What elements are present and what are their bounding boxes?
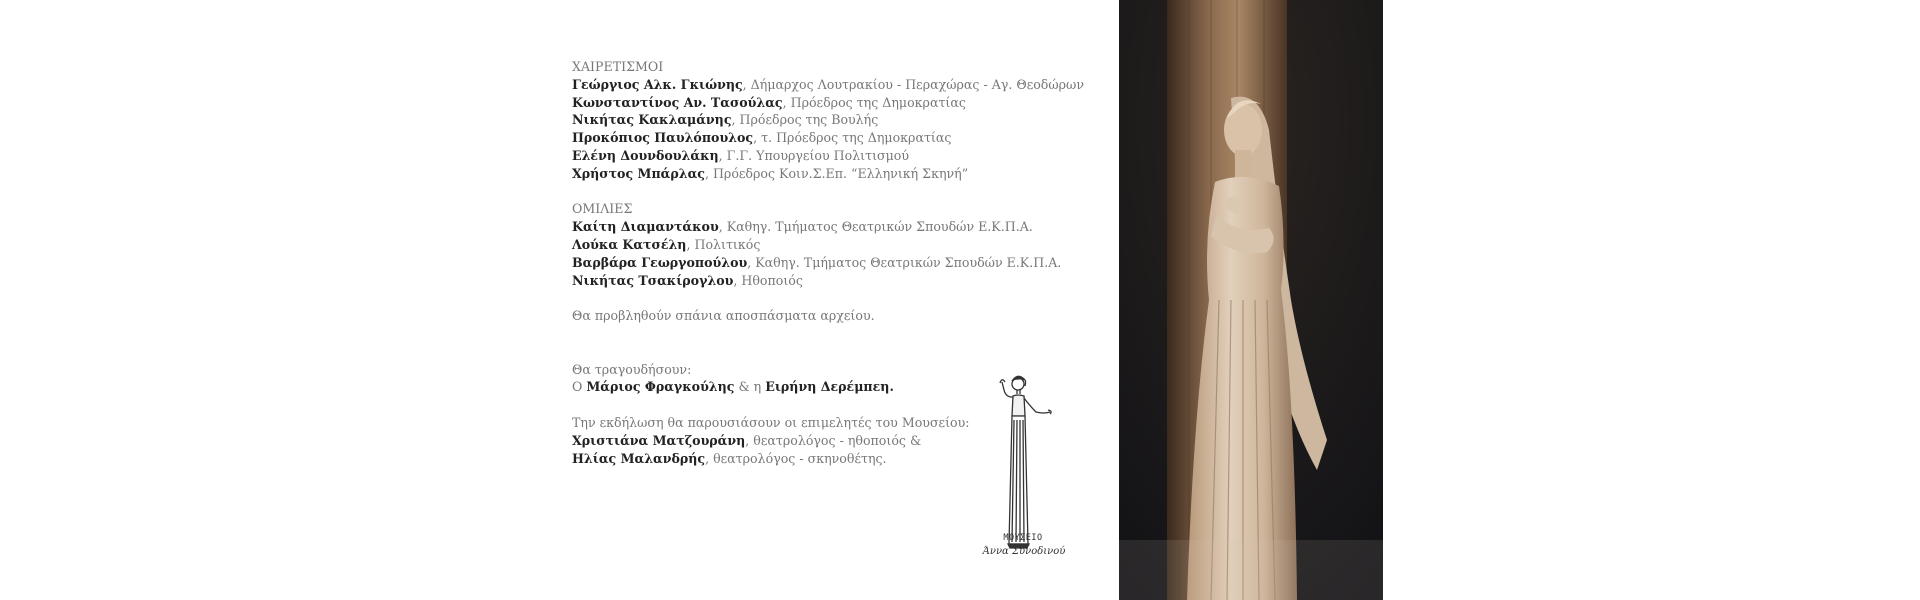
person-name: Βαρβάρα Γεωργοπούλου bbox=[572, 254, 748, 270]
logo-signature: Άννα Συνοδινού bbox=[982, 546, 1066, 557]
person-line bbox=[572, 254, 1092, 272]
person-role: , Ηθοποιός bbox=[733, 272, 803, 288]
person-line bbox=[572, 111, 1092, 129]
singers-intro: Θα τραγουδήσουν: bbox=[572, 361, 692, 377]
person-line bbox=[572, 129, 1092, 147]
person-line bbox=[572, 272, 1092, 290]
person-role: , Γ.Γ. Υπουργείου Πολιτισμού bbox=[718, 147, 910, 163]
singers-prefix: Ο bbox=[572, 379, 587, 395]
person-line bbox=[572, 94, 1092, 112]
person-role: , θεατρολόγος - ηθοποιός & bbox=[745, 432, 922, 448]
person-name: Λούκα Κατσέλη bbox=[572, 236, 687, 252]
person-role: , θεατρολόγος - σκηνοθέτης. bbox=[705, 450, 887, 466]
person-name: Κωνσταντίνος Αν. Τασούλας bbox=[572, 94, 783, 110]
person-line bbox=[572, 165, 1092, 183]
singer-name: Μάριος Φραγκούλης bbox=[586, 379, 735, 395]
person-name: Χρήστος Μπάρλας bbox=[572, 165, 705, 181]
person-name: Ηλίας Μαλανδρής bbox=[572, 450, 706, 466]
person-role: , Πολιτικός bbox=[686, 236, 761, 252]
person-name: Χριστιάνα Ματζουράνη bbox=[572, 432, 746, 448]
person-name: Καίτη Διαμαντάκου bbox=[572, 219, 719, 235]
archive-note: Θα προβληθούν σπάνια αποσπάσματα αρχείου. bbox=[572, 308, 875, 324]
logo-caption: ΜΟΥΣΕΙΟ bbox=[1003, 533, 1043, 543]
person-name: Ελένη Δουνδουλάκη bbox=[572, 147, 719, 163]
singer-name: Ειρήνη Δερέμπεη. bbox=[765, 379, 894, 395]
person-name: Γεώργιος Αλκ. Γκιώνης bbox=[572, 76, 743, 92]
person-name: Νικήτας Κακλαμάνης bbox=[572, 112, 732, 128]
greetings-list bbox=[572, 76, 1092, 183]
person-role: , Καθηγ. Τμήματος Θεατρικών Σπουδών Ε.Κ.Π.Α. bbox=[747, 254, 1062, 270]
person-line bbox=[572, 218, 1092, 236]
person-name: Νικήτας Τσακίρογλου bbox=[572, 272, 734, 288]
person-line bbox=[572, 236, 1092, 254]
person-role: , Πρόεδρος της Δημοκρατίας bbox=[782, 94, 966, 110]
person-role: , Πρόεδρος της Βουλής bbox=[731, 112, 879, 128]
curators-intro: Την εκδήλωση θα παρουσιάσουν οι επιμελητές του Μουσείου: bbox=[572, 414, 970, 430]
singers-conjunction: & η bbox=[734, 379, 766, 395]
person-line bbox=[572, 147, 1092, 165]
person-name: Προκόπιος Παυλόπουλος bbox=[572, 130, 754, 146]
person-line bbox=[572, 76, 1092, 94]
person-role: , Πρόεδρος Κοιν.Σ.Επ. “Ελληνική Σκηνή” bbox=[704, 165, 969, 181]
person-role: , τ. Πρόεδρος της Δημοκρατίας bbox=[753, 130, 952, 146]
speeches-heading: ΟΜΙΛΙΕΣ bbox=[572, 201, 633, 217]
speeches-list bbox=[572, 218, 1092, 289]
greetings-heading: ΧΑΙΡΕΤΙΣΜΟΙ bbox=[572, 59, 664, 74]
actress-statue-photo bbox=[1119, 0, 1383, 600]
person-role: , Δήμαρχος Λουτρακίου - Περαχώρας - Αγ. Θεοδώρων bbox=[742, 76, 1084, 92]
person-role: , Καθηγ. Τμήματος Θεατρικών Σπουδών Ε.Κ.Π.Α. bbox=[718, 219, 1033, 235]
